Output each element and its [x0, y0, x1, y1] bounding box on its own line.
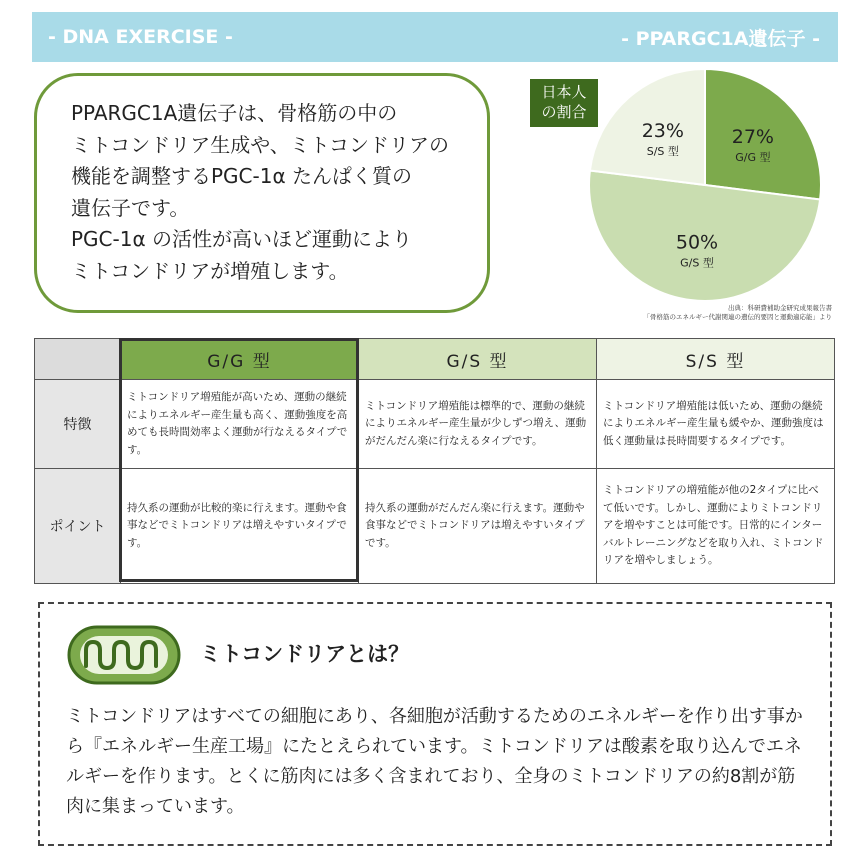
pie-slice-label: G/G 型 — [735, 150, 771, 164]
intro-line: 機能を調整するPGC-1α たんぱく質の — [71, 164, 413, 188]
points-ss: ミトコンドリアの増殖能が他の2タイプに比べて低いです。しかし、運動によりミトコンドリアを増やすことは可能です。日常的にインターバルトレーニングなどを取り入れ、ミトコンドリアを増やしましょう。 — [597, 469, 835, 584]
row-label-points: ポイント — [35, 469, 121, 584]
japanese-ratio-badge — [530, 79, 598, 127]
badge-line: 日本人 — [541, 83, 587, 101]
source-note — [644, 304, 833, 322]
mitochondria-title: ミトコンドリアとは？ — [200, 642, 410, 666]
intro-box — [34, 73, 490, 313]
header-bar — [32, 12, 838, 62]
mitochondria-description: ミトコンドリアはすべての細胞にあり、各細胞が活動するためのエネルギーを作り出す事から『エネルギー生産工場』にたとえられています。ミトコンドリアは酸素を取り込んでエネルギーを作ります。とくに筋肉には多く含まれており、全身のミトコンドリアの約8割が筋肉に集まっています。 — [66, 706, 803, 817]
header-gs: G/S 型 — [359, 339, 597, 380]
header-gg: G/G 型 — [121, 339, 359, 380]
header-right-title: - PPARGC1A遺伝子 - — [621, 27, 820, 50]
header-ss: S/S 型 — [597, 339, 835, 380]
features-ss: ミトコンドリア増殖能は低いため、運動の継続によりエネルギー産生量も緩やか、運動強度は低く運動量は長時間要するタイプです。 — [597, 380, 835, 469]
features-gs: ミトコンドリア増殖能は標準的で、運動の継続によりエネルギー産生量が少しずつ増え、運動がだんだん楽に行なえるタイプです。 — [359, 380, 597, 469]
genotype-pie-chart — [587, 67, 823, 303]
mitochondria-icon — [66, 624, 182, 686]
source-line: 「骨格筋のエネルギー代謝関連の遺伝的要因と運動適応能」より — [643, 313, 832, 321]
features-gg: ミトコンドリア増殖能が高いため、運動の継続によりエネルギー産生量も高く、運動強度を高めても長時間効率よく運動が行なえるタイプです。 — [121, 380, 359, 469]
row-label-features: 特徴 — [35, 380, 121, 469]
intro-line: ミトコンドリアが増殖します。 — [71, 258, 349, 283]
intro-line: PGC-1α の活性が高いほど運動により — [71, 227, 413, 251]
source-line: 出典：科研費補助金研究成果報告書 — [728, 304, 832, 312]
pie-value-label: 27% — [731, 125, 774, 148]
mitochondria-info-box — [38, 602, 832, 846]
table-corner — [35, 339, 121, 380]
header-left-title: - DNA EXERCISE - — [48, 26, 233, 48]
points-gg: 持久系の運動が比較的楽に行えます。運動や食事などでミトコンドリアは増えやすいタイプです。 — [121, 469, 359, 584]
pie-slice-label: S/S 型 — [646, 145, 679, 159]
intro-line: ミトコンドリア生成や、ミトコンドリアの — [71, 132, 449, 157]
genotype-table — [34, 338, 835, 584]
badge-line: の割合 — [541, 103, 587, 121]
intro-line: 遺伝子です。 — [71, 195, 190, 220]
intro-line: PPARGC1A遺伝子は、骨格筋の中の — [71, 101, 398, 125]
points-gs: 持久系の運動がだんだん楽に行えます。運動や食事などでミトコンドリアは増えやすいタイプです。 — [359, 469, 597, 584]
pie-value-label: 23% — [641, 120, 684, 143]
pie-slice-label: G/S 型 — [680, 256, 714, 270]
pie-value-label: 50% — [675, 231, 719, 254]
